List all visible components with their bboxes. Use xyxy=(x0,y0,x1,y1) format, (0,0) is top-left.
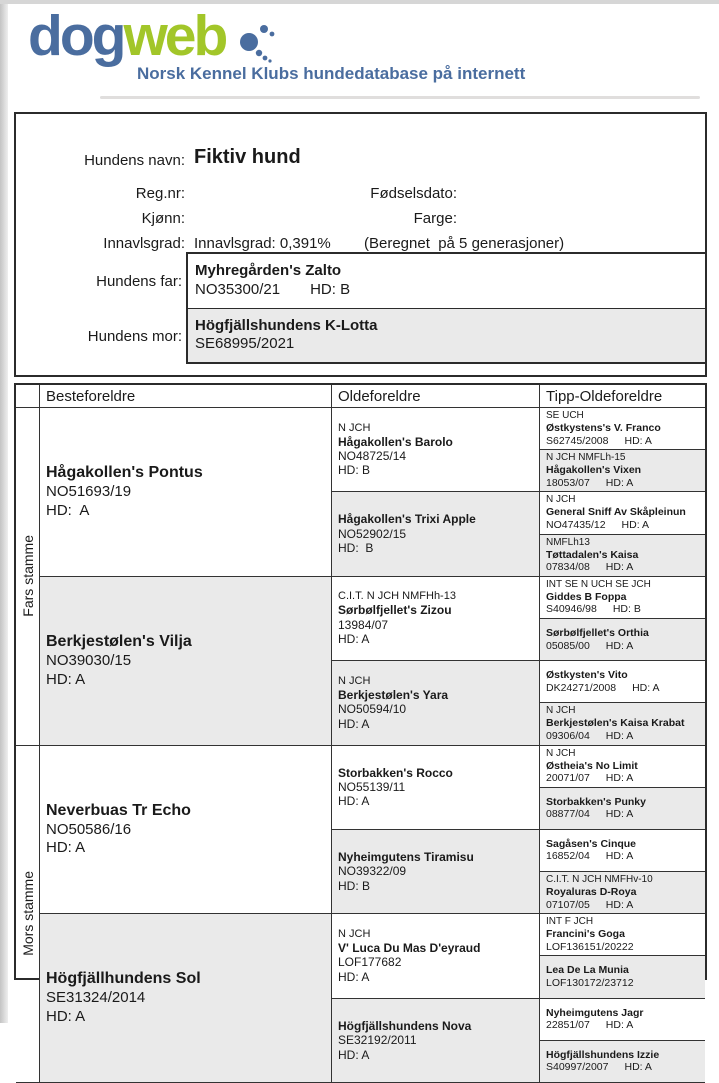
header-tipp-oldeforeldre: Tipp-Oldeforeldre xyxy=(540,385,705,408)
dog-titles: N JCH xyxy=(338,675,536,688)
mother-reg: SE68995/2021 xyxy=(195,335,294,352)
dog-titles: INT F JCH xyxy=(546,916,702,928)
tipp-cell-foppa xyxy=(540,577,705,619)
dog-hd: HD: A xyxy=(624,1061,651,1073)
inbreeding-value: Innavlsgrad: 0,391% xyxy=(194,235,331,252)
dog-name: Lea De La Munia xyxy=(546,964,702,977)
olde-cell-luca xyxy=(332,914,540,998)
beste-cell-sol xyxy=(40,914,332,1083)
dog-hd: HD: A xyxy=(338,970,536,984)
logo-word-dog: dog xyxy=(28,4,123,68)
tipp-cell-izzie xyxy=(540,1041,705,1083)
father-label: Hundens far: xyxy=(16,273,182,290)
dog-reg: 20071/07 xyxy=(546,772,590,784)
dog-reg: 07107/05 xyxy=(546,899,590,911)
father-reg: NO35300/21 xyxy=(195,281,280,298)
mother-cell xyxy=(188,308,705,363)
tipp-cell-lea xyxy=(540,956,705,998)
dog-name: Högfjällshundens Nova xyxy=(338,1019,536,1033)
tipp-cell-d-roya xyxy=(540,872,705,914)
dog-hd: HD: A xyxy=(622,519,649,531)
dog-titles: N JCH xyxy=(546,705,702,717)
dog-titles: N JCH xyxy=(546,748,702,760)
dog-hd: HD: A xyxy=(338,794,536,808)
header-besteforeldre: Besteforeldre xyxy=(40,385,332,408)
dog-name: Berkjestølen's Yara xyxy=(338,688,536,702)
section-fars-stamme xyxy=(16,408,705,746)
dog-titles: N JCH NMFLh-15 xyxy=(546,452,702,464)
dog-hd: HD: A xyxy=(338,1048,536,1062)
dog-hd: HD: A xyxy=(606,899,633,911)
father-hd: HD: B xyxy=(310,281,350,298)
dog-name: Østkystens's V. Franco xyxy=(546,422,702,435)
dog-reg: 05085/00 xyxy=(546,640,590,652)
dog-name: Francini's Goga xyxy=(546,928,702,941)
olde-cell-yara xyxy=(332,661,540,745)
dog-name: Berkjestølen's Vilja xyxy=(46,632,328,652)
dog-hd: HD: B xyxy=(613,603,641,615)
dog-titles: NMFLh13 xyxy=(546,537,702,549)
scan-artifact-line xyxy=(100,96,700,99)
dog-name: Neverbuas Tr Echo xyxy=(46,801,328,821)
regnr-label: Reg.nr: xyxy=(16,185,185,202)
dog-name: Nyheimgutens Tiramisu xyxy=(338,850,536,864)
dog-titles: C.I.T. N JCH NMFHv-10 xyxy=(546,874,702,886)
dog-reg: S62745/2008 xyxy=(546,435,608,447)
dogweb-logo xyxy=(28,8,225,65)
dog-name: Sagåsen's Cinque xyxy=(546,838,702,851)
birthdate-label: Fødselsdato: xyxy=(16,185,457,202)
tipp-cell-vito xyxy=(540,661,705,703)
name-label: Hundens navn: xyxy=(16,152,185,169)
tipp-cell-orthia xyxy=(540,619,705,661)
dog-hd: HD: A xyxy=(606,640,633,652)
tipp-cell-goga xyxy=(540,914,705,956)
dog-hd: HD: A xyxy=(338,717,536,731)
fars-stamme-label: Fars stamme xyxy=(20,535,36,617)
tipp-cell-general-sniff xyxy=(540,492,705,534)
dog-name: Østheia's No Limit xyxy=(546,760,702,773)
dog-name: Royaluras D-Roya xyxy=(546,886,702,899)
dog-titles: SE UCH xyxy=(546,410,702,422)
dog-hd: HD: A xyxy=(606,477,633,489)
tipp-cell-cinque xyxy=(540,830,705,872)
dog-reg: NO51693/19 xyxy=(46,483,328,502)
header-oldeforeldre: Oldeforeldre xyxy=(332,385,540,408)
dog-hd: HD: A xyxy=(606,772,633,784)
olde-cell-tiramisu xyxy=(332,830,540,914)
dog-name: Hågakollen's Vixen xyxy=(546,464,702,477)
dog-reg: NO39030/15 xyxy=(46,652,328,671)
dog-name: Tøttadalen's Kaisa xyxy=(546,549,702,562)
dog-titles: N JCH xyxy=(338,928,536,941)
color-label: Farge: xyxy=(16,210,457,227)
dog-name: Sørbølfjellet's Orthia xyxy=(546,627,702,640)
dog-titles: C.I.T. N JCH NMFHh-13 xyxy=(338,590,536,603)
dog-hd: HD: A xyxy=(606,850,633,862)
dog-reg: NO50586/16 xyxy=(46,821,328,840)
dog-hd: HD: A xyxy=(606,561,633,573)
tipp-cell-punky xyxy=(540,788,705,830)
dog-name: Sørbølfjellet's Zizou xyxy=(338,603,536,617)
dog-hd: HD: A xyxy=(606,730,633,742)
dog-reg: S40946/98 xyxy=(546,603,597,615)
logo-word-web: web xyxy=(123,4,225,68)
dog-name: Giddes B Foppa xyxy=(546,591,702,604)
fars-stamme-label-cell xyxy=(16,408,40,746)
tipp-cell-kaisa xyxy=(540,535,705,577)
tipp-cell-kaisa-krabat xyxy=(540,703,705,745)
olde-cell-trixi-apple xyxy=(332,492,540,576)
dog-reg: LOF177682 xyxy=(338,955,536,969)
dog-reg: LOF130172/23712 xyxy=(546,977,634,989)
section-mors-stamme xyxy=(16,746,705,1083)
dog-name: Berkjestølen's Kaisa Krabat xyxy=(546,717,702,730)
parents-box xyxy=(186,252,707,364)
dog-name: Hågakollen's Barolo xyxy=(338,435,536,449)
dog-reg: NO50594/10 xyxy=(338,702,536,716)
dog-reg: 16852/04 xyxy=(546,850,590,862)
scan-edge-left xyxy=(0,0,8,1023)
dog-hd: HD: A xyxy=(632,682,659,694)
mother-name: Högfjällshundens K-Lotta xyxy=(195,317,705,336)
tipp-cell-vixen xyxy=(540,450,705,492)
dog-hd: HD: B xyxy=(338,463,536,477)
dog-titles: N JCH xyxy=(546,494,702,506)
beste-cell-pontus xyxy=(40,408,332,577)
olde-cell-nova xyxy=(332,999,540,1083)
dog-reg: 07834/08 xyxy=(546,561,590,573)
tipp-cell-jagr xyxy=(540,999,705,1041)
logo-subtitle: Norsk Kennel Klubs hundedatabase på internett xyxy=(137,64,525,84)
dog-name: Storbakken's Punky xyxy=(546,796,702,809)
beste-cell-echo xyxy=(40,746,332,915)
dog-name-value: Fiktiv hund xyxy=(194,146,301,169)
dog-name: Hågakollen's Pontus xyxy=(46,463,328,483)
mors-stamme-label: Mors stamme xyxy=(20,871,36,956)
dog-info-box xyxy=(14,112,707,377)
mors-stamme-label-cell xyxy=(16,746,40,1083)
dog-reg: 18053/07 xyxy=(546,477,590,489)
dog-hd: HD: B xyxy=(338,879,536,893)
dog-name: Högfjällhundens Sol xyxy=(46,969,328,989)
pedigree-table xyxy=(14,383,707,980)
dog-hd: HD: B xyxy=(338,541,536,555)
dog-reg: SE32192/2011 xyxy=(338,1033,536,1047)
olde-cell-zizou xyxy=(332,577,540,661)
olde-cell-rocco xyxy=(332,746,540,830)
dog-reg: NO39322/09 xyxy=(338,864,536,878)
dog-reg: LOF136151/20222 xyxy=(546,941,634,953)
olde-cell-barolo xyxy=(332,408,540,492)
dog-reg: S40997/2007 xyxy=(546,1061,608,1073)
tipp-cell-no-limit xyxy=(540,746,705,788)
dog-titles: N JCH xyxy=(338,422,536,435)
dog-reg: 08877/04 xyxy=(546,808,590,820)
dog-reg: NO47435/12 xyxy=(546,519,606,531)
dog-reg: SE31324/2014 xyxy=(46,989,328,1008)
paw-print-icon xyxy=(238,22,288,66)
header-spacer-cell xyxy=(16,385,40,408)
sex-label: Kjønn: xyxy=(16,210,185,227)
dog-reg: 13984/07 xyxy=(338,618,536,632)
tipp-cell-franco xyxy=(540,408,705,450)
dog-hd: HD: A xyxy=(606,808,633,820)
father-cell xyxy=(188,254,705,308)
inbreeding-label: Innavlsgrad: xyxy=(16,235,185,252)
dog-name: Nyheimgutens Jagr xyxy=(546,1007,702,1020)
dog-name: General Sniff Av Skåpleinun xyxy=(546,506,702,519)
dog-reg: NO52902/15 xyxy=(338,527,536,541)
dog-titles: INT SE N UCH SE JCH xyxy=(546,579,702,591)
dog-reg: NO55139/11 xyxy=(338,780,536,794)
dog-hd: HD: A xyxy=(606,1019,633,1031)
dog-name: V' Luca Du Mas D'eyraud xyxy=(338,941,536,955)
inbreeding-note: (Beregnet på 5 generasjoner) xyxy=(364,235,564,252)
mother-label: Hundens mor: xyxy=(16,328,182,345)
dog-hd: HD: A xyxy=(46,839,328,858)
dog-hd: HD: A xyxy=(46,502,328,521)
dog-name: Högfjällshundens Izzie xyxy=(546,1049,702,1062)
beste-cell-vilja xyxy=(40,577,332,746)
pedigree-table-header xyxy=(16,385,705,408)
dog-hd: HD: A xyxy=(46,671,328,690)
dog-name: Storbakken's Rocco xyxy=(338,766,536,780)
father-name: Myhregården's Zalto xyxy=(195,262,705,281)
dog-reg: 22851/07 xyxy=(546,1019,590,1031)
dog-hd: HD: A xyxy=(46,1008,328,1027)
dog-name: Østkysten's Vito xyxy=(546,669,702,682)
dog-name: Hågakollen's Trixi Apple xyxy=(338,512,536,526)
dog-reg: NO48725/14 xyxy=(338,449,536,463)
dog-reg: 09306/04 xyxy=(546,730,590,742)
dog-hd: HD: A xyxy=(338,632,536,646)
dog-hd: HD: A xyxy=(624,435,651,447)
dog-reg: DK24271/2008 xyxy=(546,682,616,694)
